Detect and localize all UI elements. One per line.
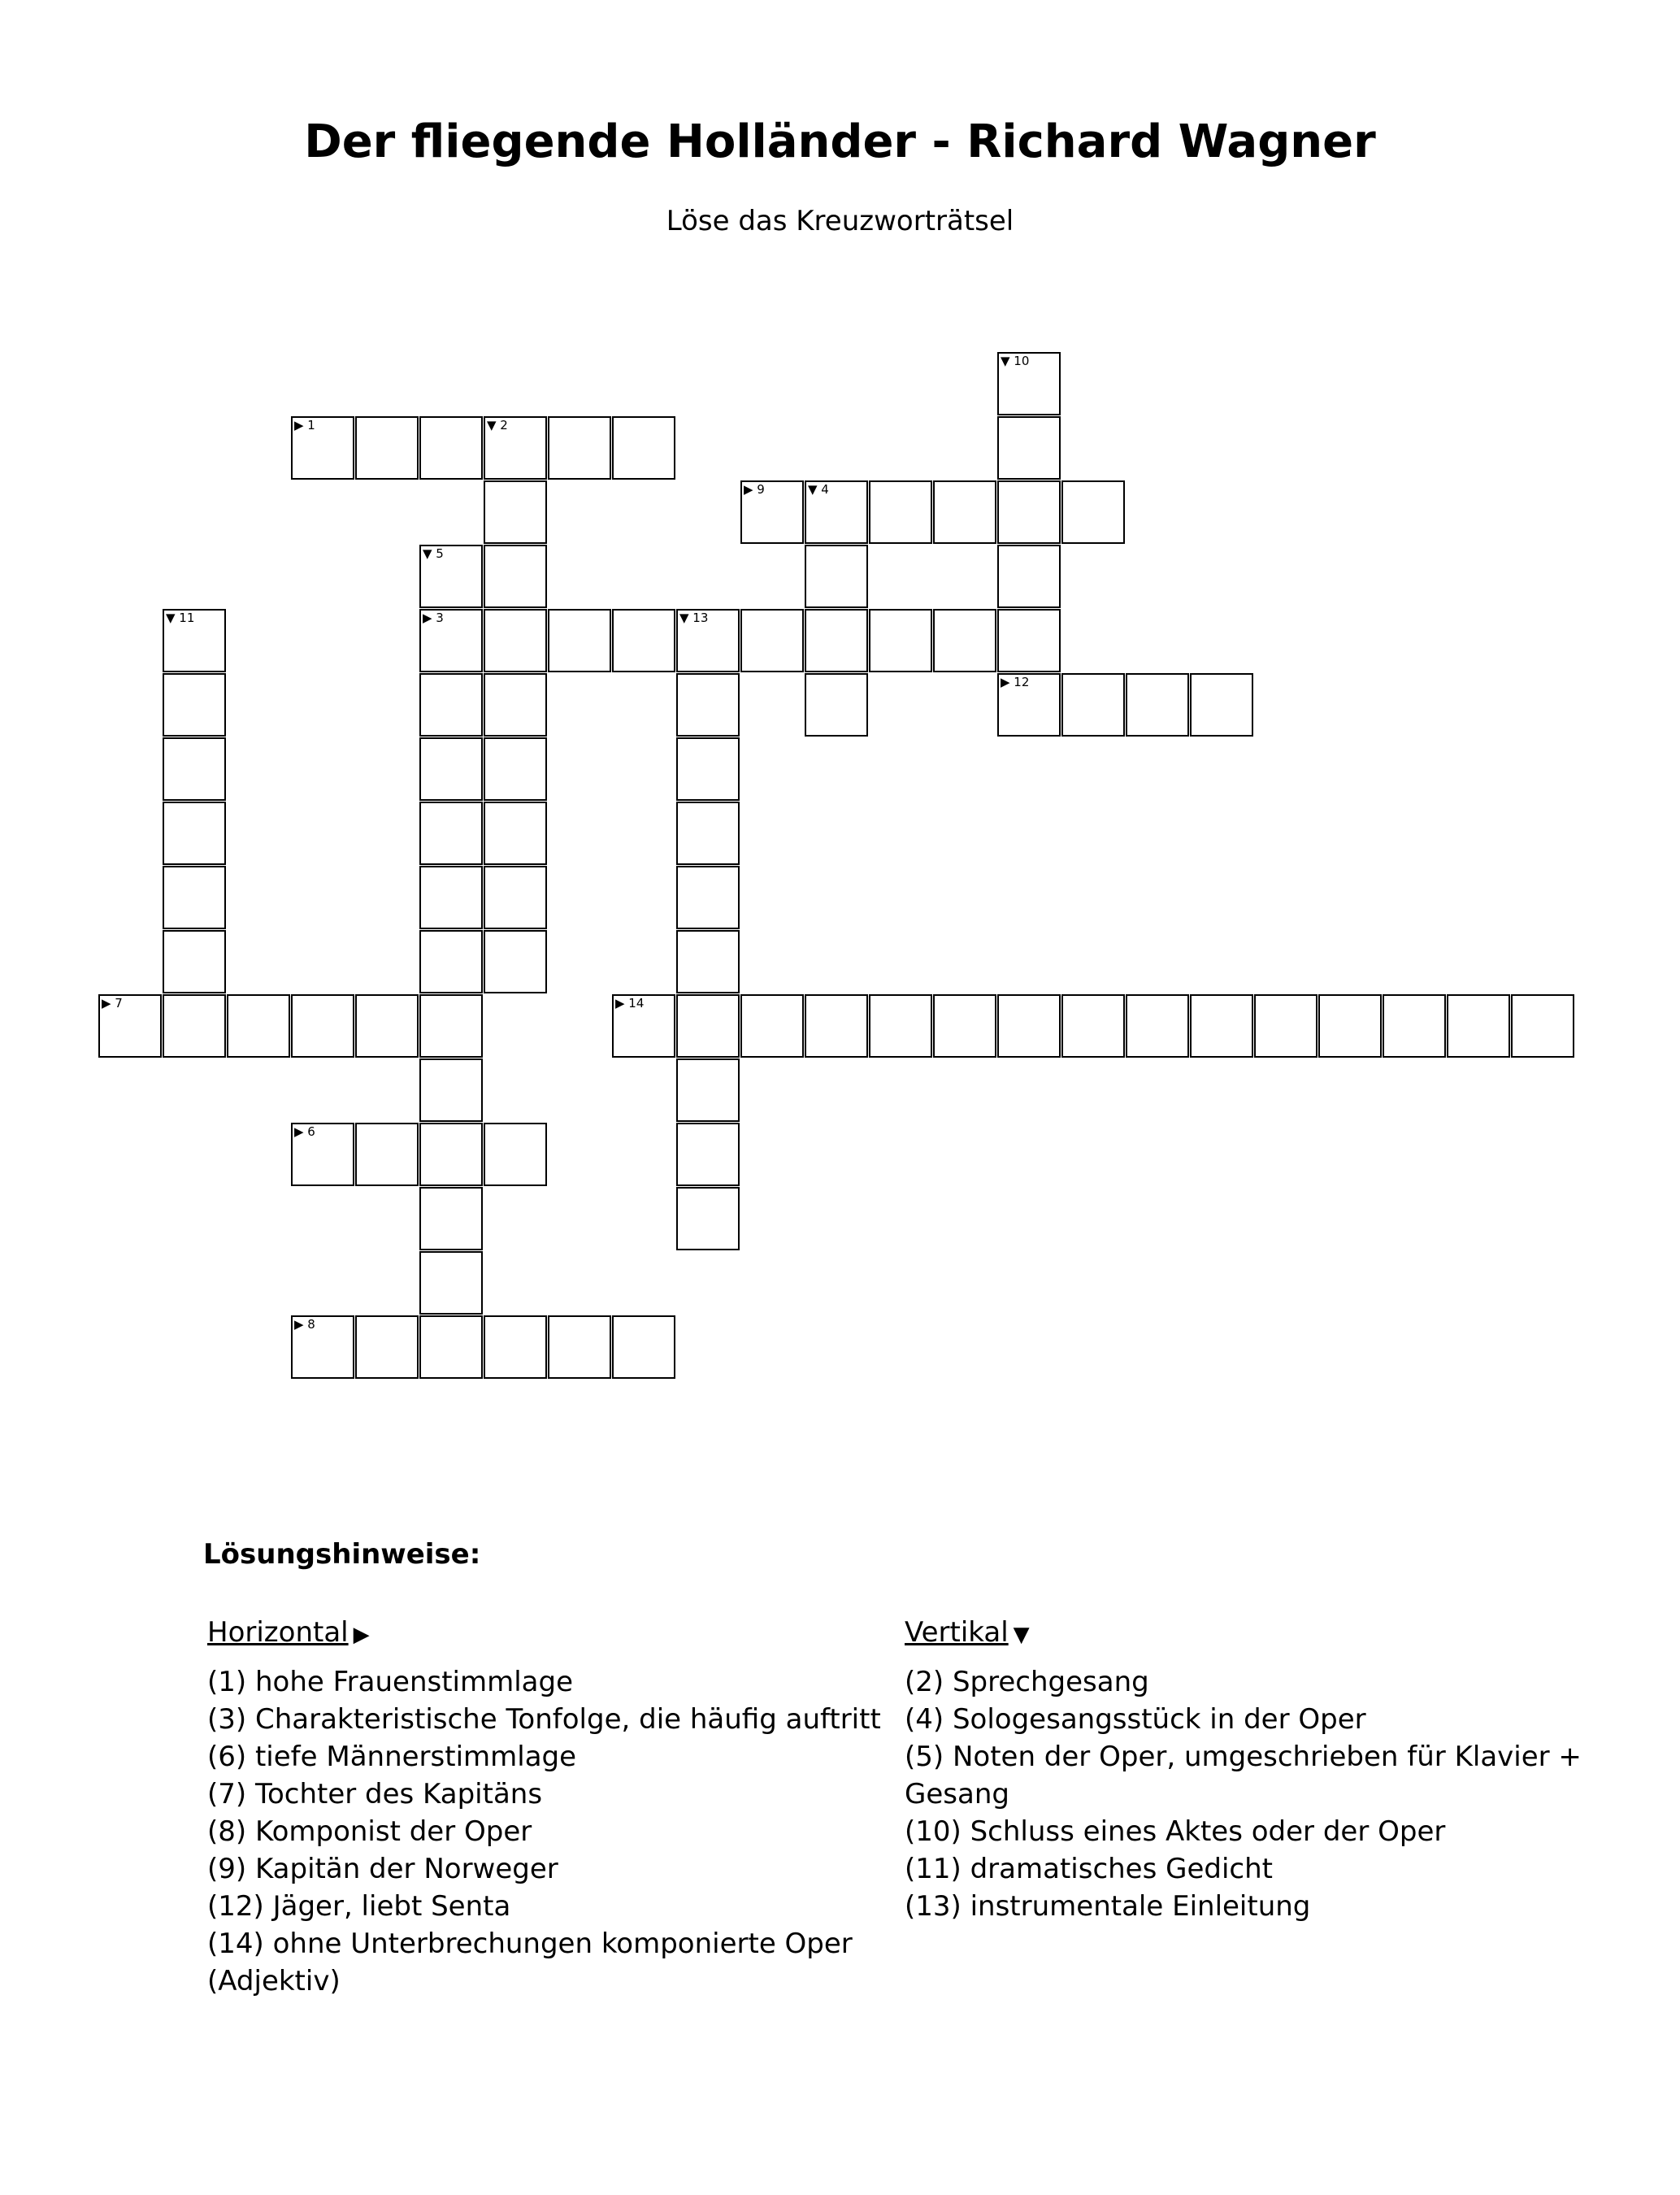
crossword-cell[interactable]	[419, 673, 483, 737]
clue-number: ▶ 3	[423, 611, 444, 625]
crossword-cell[interactable]	[740, 994, 804, 1058]
crossword-cell[interactable]	[419, 416, 483, 480]
clue-number: ▼ 13	[679, 611, 709, 625]
crossword-cell[interactable]	[484, 930, 547, 993]
crossword-cell[interactable]	[419, 930, 483, 993]
clue-across-9: (9) Kapitän der Norweger	[207, 1853, 558, 1885]
crossword-cell[interactable]	[163, 930, 226, 993]
crossword-cell[interactable]	[484, 609, 547, 672]
hints-title: Lösungshinweise:	[203, 1538, 481, 1571]
crossword-cell[interactable]	[419, 609, 483, 672]
crossword-cell[interactable]	[548, 1315, 611, 1379]
crossword-cell[interactable]	[676, 930, 740, 993]
clue-number: ▼ 10	[1001, 354, 1030, 368]
crossword-cell[interactable]	[484, 1315, 547, 1379]
crossword-cell[interactable]	[291, 1123, 354, 1186]
clue-number: ▼ 2	[487, 418, 508, 432]
crossword-cell[interactable]	[1254, 994, 1318, 1058]
clue-across-8: (8) Komponist der Oper	[207, 1815, 532, 1848]
crossword-cell[interactable]	[1511, 994, 1574, 1058]
horizontal-heading	[207, 1614, 898, 1654]
crossword-cell[interactable]	[805, 545, 868, 608]
crossword-cell[interactable]	[676, 802, 740, 865]
crossword-cell[interactable]	[484, 416, 547, 480]
crossword-cell[interactable]	[933, 609, 996, 672]
right-arrow-icon: ▶	[353, 1623, 370, 1647]
crossword-cell[interactable]	[484, 1123, 547, 1186]
crossword-cell[interactable]	[163, 802, 226, 865]
crossword-cell[interactable]	[612, 1315, 675, 1379]
clue-across-7: (7) Tochter des Kapitäns	[207, 1778, 543, 1810]
clue-number: ▶ 12	[1001, 675, 1030, 689]
crossword-cell[interactable]	[291, 1315, 354, 1379]
crossword-cell[interactable]	[419, 802, 483, 865]
clue-down-4: (4) Sologesangsstück in der Oper	[905, 1703, 1366, 1736]
crossword-cell[interactable]	[419, 1251, 483, 1315]
crossword-cell[interactable]	[1061, 673, 1125, 737]
crossword-cell[interactable]	[355, 994, 419, 1058]
clue-down-5: (5) Noten der Oper, umgeschrieben für Klavier + Gesang	[905, 1741, 1582, 1810]
clue-number: ▼ 11	[166, 611, 195, 625]
clue-number: ▶ 1	[294, 418, 315, 432]
crossword-cell[interactable]	[1190, 994, 1253, 1058]
crossword-cell[interactable]	[805, 609, 868, 672]
crossword-cell[interactable]	[676, 673, 740, 737]
crossword-cell[interactable]	[997, 609, 1061, 672]
crossword-cell[interactable]	[419, 737, 483, 801]
crossword-cell[interactable]	[1190, 673, 1253, 737]
crossword-cell[interactable]	[676, 866, 740, 929]
horizontal-heading-label: Horizontal	[207, 1616, 349, 1649]
crossword-cell[interactable]	[419, 1123, 483, 1186]
clue-number: ▶ 9	[744, 482, 765, 497]
crossword-cell[interactable]	[1126, 673, 1189, 737]
clue-number: ▶ 6	[294, 1124, 315, 1139]
crossword-cell[interactable]	[997, 994, 1061, 1058]
crossword-cell[interactable]	[419, 545, 483, 608]
crossword-cell[interactable]	[227, 994, 290, 1058]
crossword-cell[interactable]	[676, 737, 740, 801]
vertical-heading-label: Vertikal	[905, 1616, 1009, 1649]
crossword-cell[interactable]	[291, 994, 354, 1058]
horizontal-clues	[207, 1614, 898, 2000]
crossword-cell[interactable]	[355, 1315, 419, 1379]
crossword-cell[interactable]	[997, 352, 1061, 415]
crossword-cell[interactable]	[163, 609, 226, 672]
page-subtitle: Löse das Kreuzworträtsel	[666, 205, 1014, 237]
crossword-cell[interactable]	[1061, 994, 1125, 1058]
crossword-cell[interactable]	[163, 737, 226, 801]
crossword-cell[interactable]	[676, 994, 740, 1058]
crossword-cell[interactable]	[933, 994, 996, 1058]
crossword-cell[interactable]	[419, 994, 483, 1058]
crossword-cell[interactable]	[676, 609, 740, 672]
crossword-cell[interactable]	[869, 480, 932, 544]
crossword-cell[interactable]	[484, 737, 547, 801]
clue-number: ▶ 14	[615, 996, 645, 1011]
clue-across-12: (12) Jäger, liebt Senta	[207, 1890, 511, 1923]
crossword-cell[interactable]	[484, 545, 547, 608]
crossword-cell[interactable]	[419, 866, 483, 929]
crossword-cell[interactable]	[355, 416, 419, 480]
crossword-cell[interactable]	[612, 609, 675, 672]
crossword-cell[interactable]	[419, 1058, 483, 1122]
crossword-cell[interactable]	[997, 480, 1061, 544]
crossword-cell[interactable]	[676, 1187, 740, 1250]
crossword-cell[interactable]	[997, 416, 1061, 480]
crossword-cell[interactable]	[933, 480, 996, 544]
crossword-cell[interactable]	[484, 802, 547, 865]
crossword-cell[interactable]	[355, 1123, 419, 1186]
crossword-cell[interactable]	[740, 480, 804, 544]
crossword-cell[interactable]	[548, 416, 611, 480]
page-title: Der fliegende Holländer - Richard Wagner	[304, 115, 1376, 168]
crossword-cell[interactable]	[1318, 994, 1382, 1058]
crossword-cell[interactable]	[484, 480, 547, 544]
crossword-cell[interactable]	[612, 994, 675, 1058]
clue-across-6: (6) tiefe Männerstimmlage	[207, 1741, 577, 1773]
crossword-cell[interactable]	[805, 994, 868, 1058]
crossword-cell[interactable]	[1061, 480, 1125, 544]
clue-down-2: (2) Sprechgesang	[905, 1666, 1149, 1698]
crossword-cell[interactable]	[291, 416, 354, 480]
crossword-cell[interactable]	[484, 673, 547, 737]
clue-number: ▼ 5	[423, 546, 444, 561]
crossword-cell[interactable]	[676, 1058, 740, 1122]
crossword-cell[interactable]	[163, 994, 226, 1058]
clue-down-11: (11) dramatisches Gedicht	[905, 1853, 1273, 1885]
crossword-cell[interactable]	[997, 545, 1061, 608]
crossword-cell[interactable]	[612, 416, 675, 480]
crossword-cell[interactable]	[1447, 994, 1510, 1058]
crossword-cell[interactable]	[1383, 994, 1446, 1058]
clue-across-3: (3) Charakteristische Tonfolge, die häufig auftritt	[207, 1703, 881, 1736]
down-arrow-icon: ▼	[1013, 1623, 1030, 1647]
clue-across-1: (1) hohe Frauenstimmlage	[207, 1666, 574, 1698]
clue-across-14: (14) ohne Unterbrechungen komponierte Oper (Adjektiv)	[207, 1928, 853, 1997]
vertical-clues	[905, 1614, 1620, 1925]
crossword-cell[interactable]	[548, 609, 611, 672]
crossword-cell[interactable]	[163, 866, 226, 929]
crossword-cell[interactable]	[805, 480, 868, 544]
clue-number: ▶ 8	[294, 1317, 315, 1332]
crossword-cell[interactable]	[163, 673, 226, 737]
clue-number: ▼ 4	[808, 482, 829, 497]
crossword-cell[interactable]	[869, 994, 932, 1058]
crossword-cell[interactable]	[484, 866, 547, 929]
crossword-cell[interactable]	[419, 1187, 483, 1250]
crossword-cell[interactable]	[805, 673, 868, 737]
crossword-cell[interactable]	[1126, 994, 1189, 1058]
crossword-cell[interactable]	[676, 1123, 740, 1186]
clue-down-10: (10) Schluss eines Aktes oder der Oper	[905, 1815, 1446, 1848]
vertical-heading	[905, 1614, 1620, 1654]
clue-number: ▶ 7	[102, 996, 123, 1011]
clue-down-13: (13) instrumentale Einleitung	[905, 1890, 1311, 1923]
crossword-cell[interactable]	[869, 609, 932, 672]
crossword-cell[interactable]	[98, 994, 162, 1058]
crossword-cell[interactable]	[997, 673, 1061, 737]
crossword-cell[interactable]	[419, 1315, 483, 1379]
crossword-cell[interactable]	[740, 609, 804, 672]
